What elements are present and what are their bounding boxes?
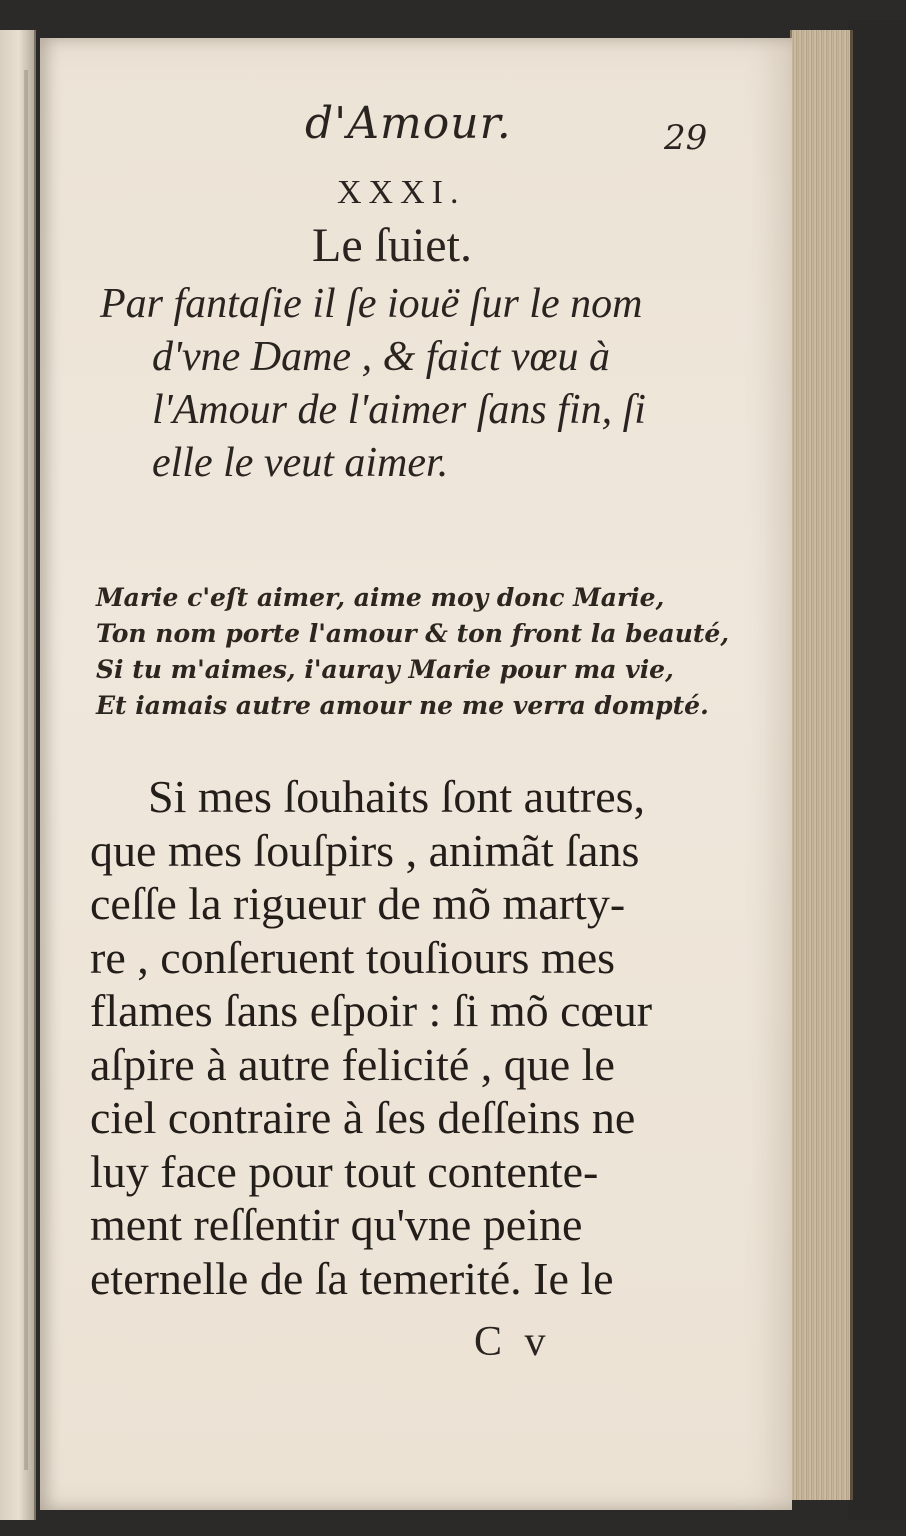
verse-line: Marie c'eſt aimer, aime moy donc Marie,	[96, 583, 665, 612]
prose-line: Si mes ſouhaits ſont autres,	[148, 771, 646, 822]
book-cover-edge	[848, 20, 906, 1520]
facing-page-edge	[0, 30, 36, 1520]
prose-line: eternelle de ſa temerité. Ie le	[90, 1252, 614, 1304]
verse-line: Et iamais autre amour ne me verra dompté.	[96, 691, 709, 720]
subject-heading: Le ſuiet.	[312, 219, 472, 272]
signature-mark: C v	[474, 1319, 552, 1365]
prose-line: re , conſeruent touſiours mes	[90, 931, 616, 983]
argument-line: l'Amour de l'aimer ſans fin, ſi	[152, 387, 646, 433]
argument-line: Par fantaſie il ſe iouë ſur le nom	[100, 281, 643, 327]
argument-paragraph	[100, 278, 730, 490]
verse-quatrain	[96, 580, 729, 724]
prose-line: ciel contraire à ſes deſſeins ne	[90, 1092, 636, 1143]
prose-line: aſpire à autre felicité , que le	[90, 1038, 615, 1090]
prose-line: luy face pour tout contente-	[90, 1145, 599, 1197]
argument-line: d'vne Dame , & faict vœu à	[152, 334, 611, 380]
prose-paragraph	[90, 770, 710, 1305]
verse-line: Si tu m'aimes, i'auray Marie pour ma vie,	[96, 655, 674, 684]
book-fore-edge	[790, 30, 853, 1500]
prose-line: ceſſe la rigueur de mõ marty-	[90, 878, 626, 929]
prose-line: ment reſſentir qu'vne peine	[90, 1199, 583, 1250]
page-shadow-line	[24, 70, 28, 1470]
prose-line: flames ſans eſpoir : ſi mõ cœur	[90, 985, 653, 1036]
argument-line: elle le veut aimer.	[152, 440, 449, 486]
running-head: d'Amour.	[305, 98, 512, 149]
section-number: XXXI.	[337, 174, 466, 211]
page-number: 29	[664, 118, 708, 158]
verse-line: Ton nom porte l'amour & ton front la beauté,	[96, 619, 730, 648]
prose-line: que mes ſouſpirs , animãt ſans	[90, 824, 640, 876]
